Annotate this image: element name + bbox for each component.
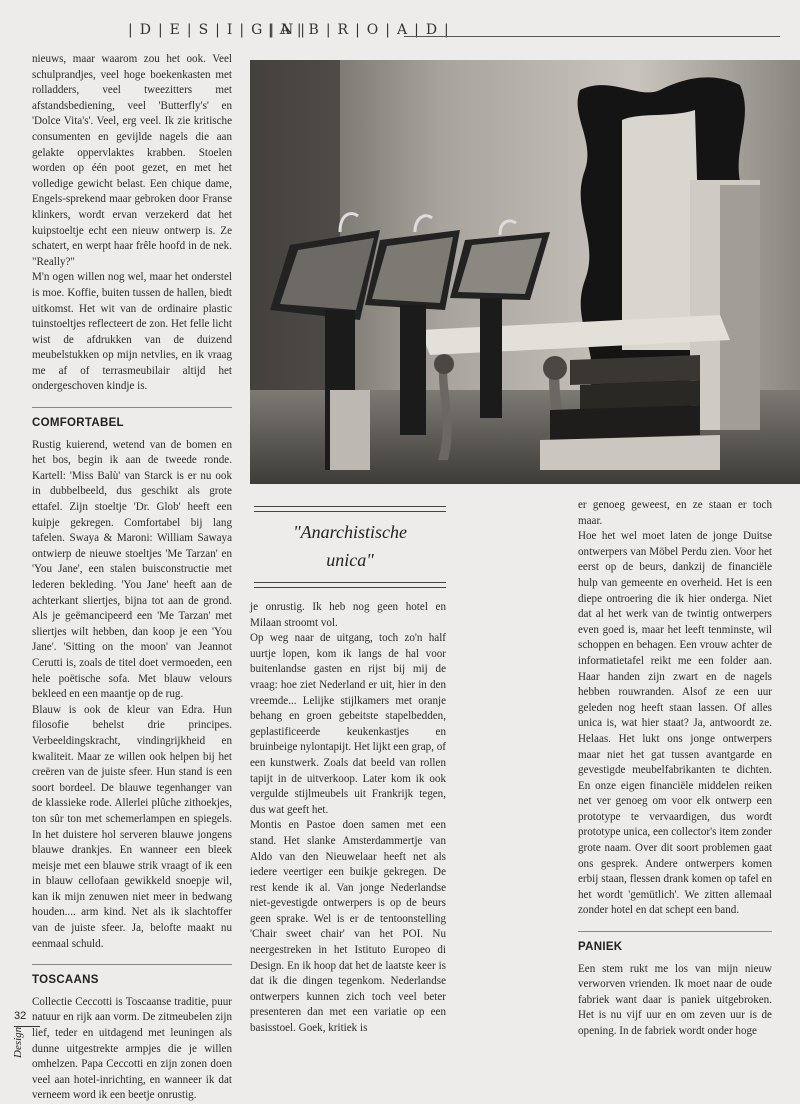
- paragraph: M'n ogen willen nog wel, maar het onderstel is moe. Koffie, buiten tussen de hallen, biedt uitkomst. Het wit van de ordinaire plastic tuinstoeltjes reflecteert de zon. Het felle licht wist de afdrukken van de duizend meubelstukken op mijn netvlies, en ik vraag me af of terrasmeubilair altijd het ondergeschoven kindje is.: [32, 271, 232, 393]
- section-heading-comfortabel: COMFORTABEL: [32, 407, 232, 432]
- page-number: 32: [14, 1010, 27, 1022]
- column-3: [578, 498, 772, 1040]
- paragraph: Een stem rukt me los van mijn nieuw verworven vrienden. Ik moet naar de oude fabriek want daar is paniek uitgebroken. Het is nu vijf uur en om zeven uur is de opening. In de fabriek wordt onder hoge: [578, 962, 772, 1037]
- header-rule: [404, 36, 780, 37]
- column-1: [32, 52, 232, 1104]
- paragraph: Rustig kuierend, wetend van de bomen en het bos, begin ik aan de tweede ronde. Kartell: 'Miss Balù' van Starck is er nu ook in dubbelbeeld, dus geschikt als grote ettafel. Zijn stoeltje 'Dr. Glob' heeft een kuipje gekregen. Comfortabel bij lang tafelen. Swaya & Maroni: William Sawaya ontwierp de nieuwe stoeltjes 'Me Tarzan' en 'You Jane', een stalen buisconstructie met lederen bekleding. 'You Jane' heeft aan de achterkant sliertjes, bijna tot aan de grond. Als je geëmancipeerd een 'Me Tarzan' met sliertjes wilt hebben, dan koop je een 'You Jane'. 'Sitting on the moon' van Jeannot Cerutti is, zoals de titel doet vermoeden, een hele poëtische sofa. Met blauw velours bekleed en een maantje op de rug.: [32, 438, 232, 701]
- pull-quote-line-2: unica": [326, 550, 374, 570]
- paragraph: Op weg naar de uitgang, toch zo'n half uurtje lopen, kom ik langs de hal voor buitenlandse gasten en rijst bij mij de vraag: hoe ziet Nederland er uit, hier in den vreemde... Lelijke stijlkamers met oranje behang en groen gebeitste stapelbedden, geplastificeerde keukenkastjes en bruinbeige nylontapijt. Het lijkt een grap, of een kunstwerk. Zoals dat beeld van rollen tapijt in de uitverkoop. Later kom ik ook vergulde stijlmeubels uit Frankrijk tegen, dus wat geeft het.: [250, 632, 446, 816]
- pull-quote: [254, 506, 446, 588]
- paragraph: nieuws, maar waarom zou het ook. Veel schulprandjes, veel hoge boekenkasten met rolladders, veel tweezitters met afstandsbediening, veel 'Butterfly's' en 'Dolce Vita's'. Veel, erg veel. Ik zie kritische consumenten en gevijlde nagels die aan gelakte oppervlaktes krabben. Stoelen worden op één poot gezet, en met het volledige gewicht belast. Een chique dame, Engels-sprekend maar gebroken door Franse klinkers, wordt ervan verzekerd dat het kuipstoeltje echt een nieuw ontwerp is. Ze schatert, en werpt haar frêle hoofd in de nek. "Really?": [32, 53, 232, 268]
- paragraph: Montis en Pastoe doen samen met een stand. Het slanke Amsterdammertje van Aldo van den Nieuwelaar heeft net als iedere veertiger een buikje gekregen. De rest kende ik al. Van jonge Nederlandse niet-gevestigde ontwerpers is op de beurs geen sprake. Wel is er de tentoonstelling 'Chair sweet chair' van het POI. Nu neergestreken in het Istituto Europeo di Design. En ik hoop dat het de laatste keer is dat ik die dingen tegenkom. Nederlandse ontwerpers kunnen zich toch veel beter presenteren dan met een variatie op een basisstoel. Goek, kritiek is: [250, 819, 446, 1035]
- paragraph: Hoe het wel moet laten de jonge Duitse ontwerpers van Möbel Perdu zien. Voor het eerst op de beurs, dankzij de financiële hulp van gemeente en overheid. Het is een diepe ontroering die ik hier onderga. Niet dat al het werk van de twintig ontwerpers even goed is, maar het leeft tenminste, wil schoppen en behagen. Een vrouw achter de informatietafel reikt me een folder aan. Haar handen zijn zwart en de nagels hebben rouwranden. Alsof ze een uur geleden nog heeft staan lassen. Of alles unica is, wat hier staat? Ja, antwoordt ze. Helaas. Het lukt ons jonge ontwerpers maar niet het gat tussen avantgarde en gevestigde meubelfabrikanten te dichten. En onze eigen financiële middelen reiken net ver genoeg om voor elk ontwerp een prototype te vervaardigen, dus wordt prototype unica, een collector's item zonder grote naam. Over dit soort problemen gaat ons gesprek. Andere ontwerpers komen erbij staan, flessen drank komen op tafel en het wordt 'gemütlich'. We zitten allemaal zonder hotel en dat schept een band.: [578, 530, 772, 917]
- photo-illustration: [250, 60, 800, 484]
- exhibition-photo: [250, 60, 800, 484]
- section-heading-paniek: PANIEK: [578, 931, 772, 956]
- paragraph: Collectie Ceccotti is Toscaanse traditie, puur natuur en rijk aan vorm. De zitmeubelen zijn lief, teder en uitdagend met leuningen als dunne uitgestrekte armpjes die je willen omhelzen. Papa Ceccotti en zijn zonen doen veel aan hotel-inrichting, en wanneer ik dat verneem word ik een beetje onrustig.: [32, 995, 232, 1102]
- column-2: [250, 600, 446, 1037]
- footer-section-label: Design: [12, 1026, 24, 1058]
- section-heading-toscaans: TOSCAANS: [32, 964, 232, 989]
- paragraph: er genoeg geweest, en ze staan er toch maar.: [578, 499, 772, 527]
- header-subsection: |A|B|R|O|A|D|: [268, 22, 456, 38]
- header-section: |D|E|S|I|G|N|: [128, 22, 313, 38]
- running-header: [128, 22, 780, 46]
- pull-quote-line-1: "Anarchistische: [293, 522, 407, 542]
- paragraph: Blauw is ook de kleur van Edra. Hun filosofie behelst drie principes. Verbeeldingskracht, vindingrijkheid en kwaliteit. Maar ze willen ook helpen bij het creëren van de juiste sfeer. Hun stand is een soort bordeel. De blauwe tegenhanger van de klassieke rode. Allerlei plûche zithoekjes, ton sûr ton met schemerlampen en spiegels. In het duistere hol serveren blauwe jongens blauwe drankjes. En wanneer een bleek meisje met een blauwe strik vraagt of ik een in blauw cellofaan gewikkeld snoepje wil, kan ik mijn zenuwen niet meer in bedwang houden.... arm kind. Net als ik slachtoffer van de juiste sfeer. Ja, belofte maakt nu eenmaal schuld.: [32, 703, 232, 950]
- paragraph: je onrustig. Ik heb nog geen hotel en Milaan stroomt vol.: [250, 601, 446, 629]
